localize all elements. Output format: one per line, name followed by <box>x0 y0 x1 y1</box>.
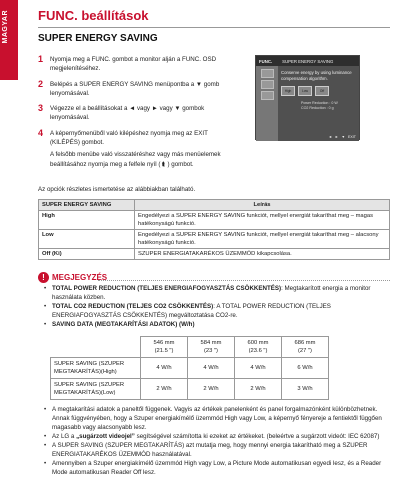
saving-row-label: SUPER SAVING (SZUPER MEGTAKARÍTÁS)(Low) <box>51 379 141 400</box>
note-item <box>44 302 388 320</box>
note-item <box>44 284 388 302</box>
saving-value: 2 W/h <box>235 379 282 400</box>
size-inch: (23.6 ") <box>248 348 268 354</box>
saving-value: 4 W/h <box>235 358 282 379</box>
bullet-icon: • <box>44 406 47 413</box>
size-mm: 686 mm <box>294 340 316 346</box>
step-2 <box>38 80 238 99</box>
osd-description: Conserve energy by using luminance compensation algorithm. <box>281 70 352 81</box>
osd-co2-reduction: CO2 Reduction : 0 g <box>301 106 334 110</box>
notes-top <box>44 284 388 329</box>
note-text: A megtakarítási adatok a paneltől függenek. Vagyis az értékek panelenként és panel forgalmazónként különbözhetnek. Annak függvényében, hogy a Szuper energiakímélő üzemmód High vagy Low, a képernyő fényereje a fentiektől függően magasabb vagy alacsonyabb lesz. <box>52 406 382 431</box>
step-4 <box>38 129 238 148</box>
note-item <box>44 320 388 329</box>
table-row <box>51 358 329 379</box>
option-name: Low <box>39 230 135 249</box>
saving-data-table <box>50 336 329 400</box>
note-text: Amennyiben a Szuper energiakímélő üzemmód High vagy Low, a Picture Mode automatikusan egyedi lesz, és a Reader Mode automatikusan Reader Off lesz. <box>52 460 382 476</box>
note-title: MEGJEGYZÉS <box>52 273 108 282</box>
table-header-row <box>39 200 390 211</box>
saving-value: 3 W/h <box>282 379 329 400</box>
bullet-icon: • <box>44 460 47 467</box>
language-label: MAGYAR <box>2 10 9 44</box>
section-title: SUPER ENERGY SAVING <box>38 33 158 44</box>
title-divider <box>38 27 390 28</box>
table-row <box>39 230 390 249</box>
size-inch: (27 ") <box>298 348 312 354</box>
note-text: : Megtakarított energia a monitor használata közben. <box>52 285 371 301</box>
step-text: Nyomja meg a FUNC. gombot a monitor alján a FUNC. OSD megjelenítéséhez. <box>50 56 217 73</box>
picture-mode-icon <box>261 69 274 78</box>
osd-options <box>281 86 356 96</box>
note-divider <box>98 280 390 281</box>
size-header <box>282 337 329 358</box>
size-mm: 584 mm <box>200 340 222 346</box>
steps-list <box>38 55 238 175</box>
empty-header-cell <box>51 337 141 358</box>
size-mm: 600 mm <box>247 340 269 346</box>
saving-value: 2 W/h <box>188 379 235 400</box>
osd-main <box>278 66 359 141</box>
note-bold: SAVING DATA (MEGTAKARÍTÁSI ADATOK) (W/h) <box>52 321 195 328</box>
size-mm: 546 mm <box>153 340 175 346</box>
option-description: SZUPER ENERGIATAKARÉKOS ÜZEMMÓD kikapcsolása. <box>135 249 390 260</box>
bullet-icon: • <box>44 442 47 449</box>
option-name: Off (Ki) <box>39 249 135 260</box>
step-number: 3 <box>38 103 44 114</box>
saving-row-label: SUPER SAVING (SZUPER MEGTAKARÍTÁS)(High) <box>51 358 141 379</box>
size-header <box>235 337 282 358</box>
osd-footer <box>328 135 356 139</box>
osd-option-high: High <box>281 86 295 96</box>
options-table <box>38 199 390 260</box>
osd-power-reduction: Power Reduction : 0 W <box>301 101 338 105</box>
bullet-icon: • <box>44 285 47 292</box>
note-text: Az LG a <box>52 433 77 440</box>
bullet-icon: • <box>44 433 47 440</box>
table-row <box>39 249 390 260</box>
osd-brand: FUNC. <box>259 58 273 64</box>
note-item <box>44 432 388 441</box>
table-row <box>39 211 390 230</box>
note-text: : A TOTAL POWER REDUCTION (TELJES ENERGIAFOGYASZTÁS CSÖKKENTÉS) megváltoztatása CO2-re. <box>52 303 331 319</box>
step-number: 1 <box>38 54 44 64</box>
down-arrow-icon: ▼ <box>341 135 345 139</box>
saving-value: 2 W/h <box>141 379 188 400</box>
size-inch: (21.5 ") <box>154 348 174 354</box>
saving-value: 4 W/h <box>188 358 235 379</box>
saving-value: 6 W/h <box>282 358 329 379</box>
note-text-post: segítségével számította ki ezeket az értékeket. (beleértve a sugárzott videót: IEC 62087) <box>134 433 380 440</box>
osd-exit-label: EXIT <box>348 135 356 139</box>
page-title: FUNC. beállítások <box>38 8 149 23</box>
size-header <box>141 337 188 358</box>
column-header-description: Leírás <box>135 200 390 211</box>
osd-body <box>256 66 359 141</box>
step-text: A képernyőmenüből való kilépéshez nyomja meg az EXIT (KILÉPÉS) gombot. <box>50 129 208 147</box>
right-arrow-icon: ► <box>334 135 339 139</box>
osd-saving-info <box>281 101 356 111</box>
energy-saving-icon <box>261 80 274 89</box>
osd-illustration <box>255 55 360 140</box>
bullet-icon: • <box>44 321 47 328</box>
intro-text: Az opciók részletes ismertetése az alábbiakban található. <box>38 186 196 193</box>
note-bold: TOTAL CO2 REDUCTION (TELJES CO2 CSÖKKENTÉS) <box>52 303 214 310</box>
step-4-sub <box>38 150 238 169</box>
step-3 <box>38 104 238 123</box>
osd-option-off: Off <box>315 86 329 96</box>
left-arrow-icon: ◄ <box>328 135 332 139</box>
option-description: Engedélyezi a SUPER ENERGY SAVING funkciót, mellyel energiát takaríthat meg – alacsony hatékonyságú funkció. <box>135 230 390 249</box>
language-side-tab <box>0 0 18 80</box>
step-text: Belépés a SUPER ENERGY SAVING menüpontba a ▼ gomb lenyomásával. <box>50 80 220 97</box>
note-item <box>44 405 388 432</box>
note-item <box>44 441 388 459</box>
note-text: A SUPER SAVING (SZUPER MEGTAKARÍTÁS) azt mutatja meg, hogy mennyi energia takarítható meg a SZUPER ENERGIATAKARÉKOS ÜZEMMÓD használatával. <box>52 442 368 458</box>
reader-mode-icon <box>261 91 274 100</box>
bullet-icon: • <box>44 303 47 310</box>
note-header <box>38 272 107 283</box>
size-header <box>188 337 235 358</box>
size-inch: (23 ") <box>204 348 218 354</box>
table-header-row <box>51 337 329 358</box>
note-bold: TOTAL POWER REDUCTION (TELJES ENERGIAFOGYASZTÁS CSÖKKENTÉS) <box>52 285 282 292</box>
table-row <box>51 379 329 400</box>
step-number: 4 <box>38 127 44 138</box>
exclamation-icon: ! <box>38 272 49 283</box>
notes-bottom <box>44 405 388 477</box>
step-number: 2 <box>38 78 44 89</box>
note-item <box>44 459 388 477</box>
column-header-option: SUPER ENERGY SAVING <box>39 200 135 211</box>
osd-menu-title: SUPER ENERGY SAVING <box>282 58 334 64</box>
osd-sidebar <box>256 66 278 141</box>
note-bold: „sugárzott videojel” <box>76 433 135 440</box>
osd-header <box>256 56 359 66</box>
option-description: Engedélyezi a SUPER ENERGY SAVING funkciót, mellyel energiát takaríthat meg – magas hatékonyságú funkció. <box>135 211 390 230</box>
saving-value: 4 W/h <box>141 358 188 379</box>
step-1 <box>38 55 238 74</box>
osd-option-low: Low <box>298 86 312 96</box>
step-text: Végezze el a beállításokat a ◄ vagy ► vagy ▼ gombok lenyomásával. <box>50 105 205 122</box>
option-name: High <box>39 211 135 230</box>
step-sub-text: A felsőbb menübe való visszatéréshez vagy más menüelemek beállításához nyomja meg a felfele nyíl ( ⮬ ) gombot. <box>50 151 221 168</box>
